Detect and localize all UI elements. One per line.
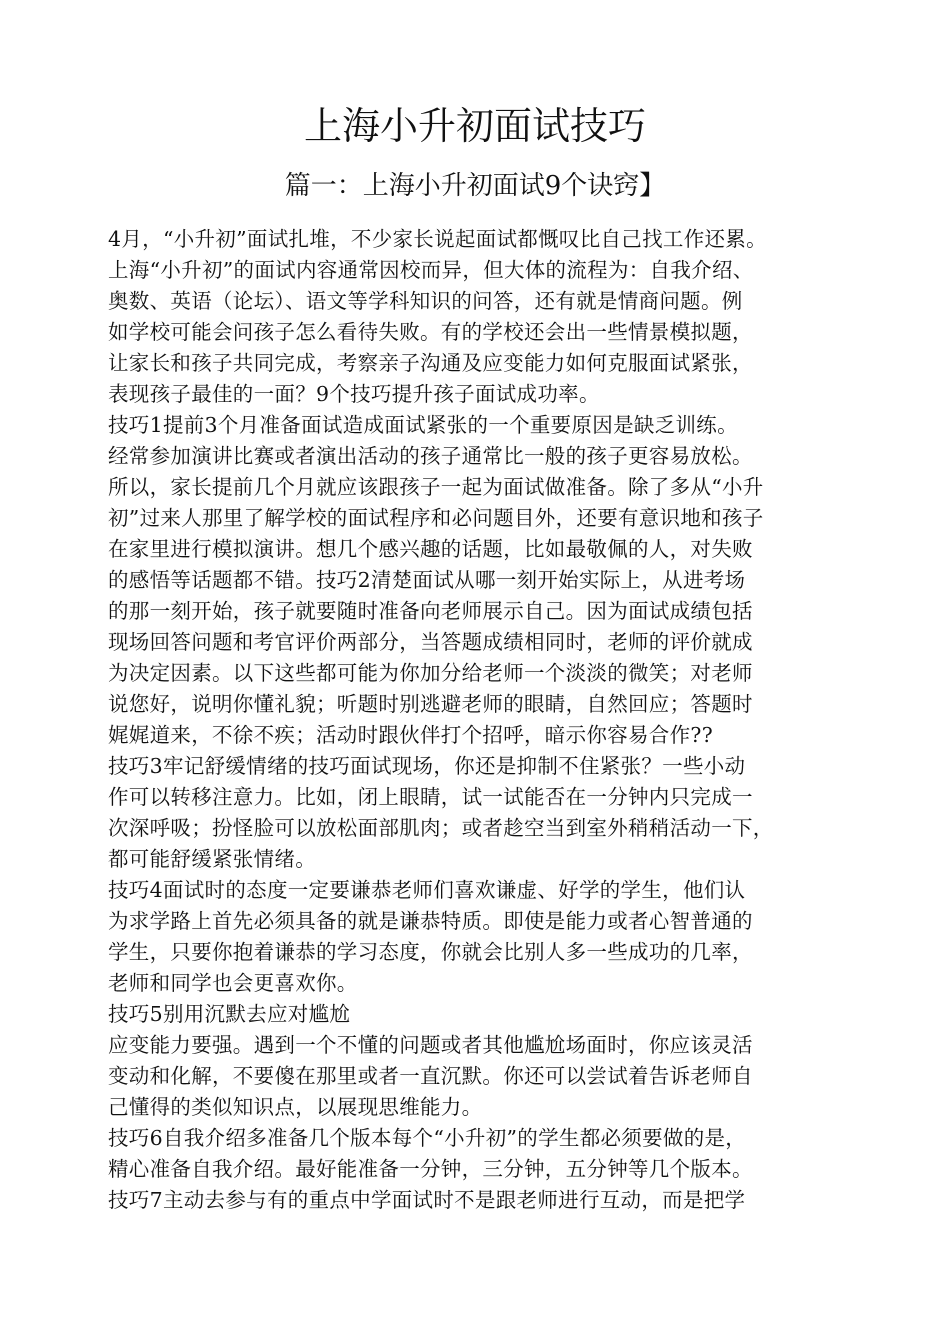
body-text-line: 娓娓道来，不徐不疾；活动时跟伙伴打个招呼，暗示你容易合作?? [108,723,713,747]
document-subtitle: 篇一：上海小升初面试9个诀窍】 [284,171,666,201]
body-text-line: 初”过来人那里了解学校的面试程序和必问题目外，还要有意识地和孩子 [108,506,764,530]
body-text-line: 技巧1提前3个月准备面试造成面试紧张的一个重要原因是缺乏训练。 [108,413,738,437]
body-text-line: 精心准备自我介绍。最好能准备一分钟，三分钟，五分钟等几个版本。 [108,1157,753,1181]
body-text-line: 现场回答问题和考官评价两部分，当答题成绩相同时，老师的评价就成 [108,630,753,654]
body-text-line: 次深呼吸；扮怪脸可以放松面部肌肉；或者趁空当到室外稍稍活动一下， [108,816,774,840]
body-text-line: 学生，只要你抱着谦恭的学习态度，你就会比别人多一些成功的几率， [108,940,753,964]
body-text-line: 己懂得的类似知识点，以展现思维能力。 [108,1095,483,1119]
body-text-line: 上海“小升初”的面试内容通常因校而异，但大体的流程为：自我介绍、 [108,258,754,282]
body-text-line: 技巧7主动去参与有的重点中学面试时不是跟老师进行互动，而是把学 [108,1188,746,1212]
body-text-line: 应变能力要强。遇到一个不懂的问题或者其他尴尬场面时，你应该灵活 [108,1033,753,1057]
body-text-line: 都可能舒缓紧张情绪。 [108,847,316,871]
body-text-line: 为求学路上首先必须具备的就是谦恭特质。即使是能力或者心智普通的 [108,909,753,933]
body-text-line: 如学校可能会问孩子怎么看待失败。有的学校还会出一些情景模拟题， [108,320,753,344]
body-text-line: 为决定因素。以下这些都可能为你加分给老师一个淡淡的微笑；对老师 [108,661,753,685]
document-body [108,224,843,1216]
body-text-line: 作可以转移注意力。比如，闭上眼睛，试一试能否在一分钟内只完成一 [108,785,753,809]
body-text-line: 经常参加演讲比赛或者演出活动的孩子通常比一般的孩子更容易放松。 [108,444,753,468]
body-text-line: 所以，家长提前几个月就应该跟孩子一起为面试做准备。除了多从“小升 [108,475,764,499]
body-text-line: 技巧3牢记舒缓情绪的技巧面试现场，你还是抑制不住紧张？一些小动 [108,754,746,778]
body-text-line: 的感悟等话题都不错。技巧2清楚面试从哪一刻开始实际上，从进考场 [108,568,746,592]
body-text-line: 变动和化解，不要傻在那里或者一直沉默。你还可以尝试着告诉老师自 [108,1064,753,1088]
body-text-line: 老师和同学也会更喜欢你。 [108,971,358,995]
body-text-line: 奥数、英语（论坛）、语文等学科知识的问答，还有就是情商问题。例 [108,289,743,313]
body-text-line: 让家长和孩子共同完成，考察亲子沟通及应变能力如何克服面试紧张， [108,351,753,375]
body-text-line: 在家里进行模拟演讲。想几个感兴趣的话题，比如最敬佩的人，对失败 [108,537,753,561]
body-text-line: 说您好，说明你懂礼貌；听题时别逃避老师的眼睛，自然回应；答题时 [108,692,753,716]
document-title: 上海小升初面试技巧 [303,104,646,148]
body-text-line: 技巧5别用沉默去应对尴尬 [108,1002,351,1026]
body-text-line: 技巧4面试时的态度一定要谦恭老师们喜欢谦虚、好学的学生，他们认 [108,878,746,902]
body-text-line: 的那一刻开始，孩子就要随时准备向老师展示自己。因为面试成绩包括 [108,599,753,623]
body-text-line: 4月，“小升初”面试扎堆，不少家长说起面试都慨叹比自己找工作还累。 [108,227,767,251]
body-text-line: 表现孩子最佳的一面？9个技巧提升孩子面试成功率。 [108,382,600,406]
body-text-line: 技巧6自我介绍多准备几个版本每个“小升初”的学生都必须要做的是， [108,1126,747,1150]
